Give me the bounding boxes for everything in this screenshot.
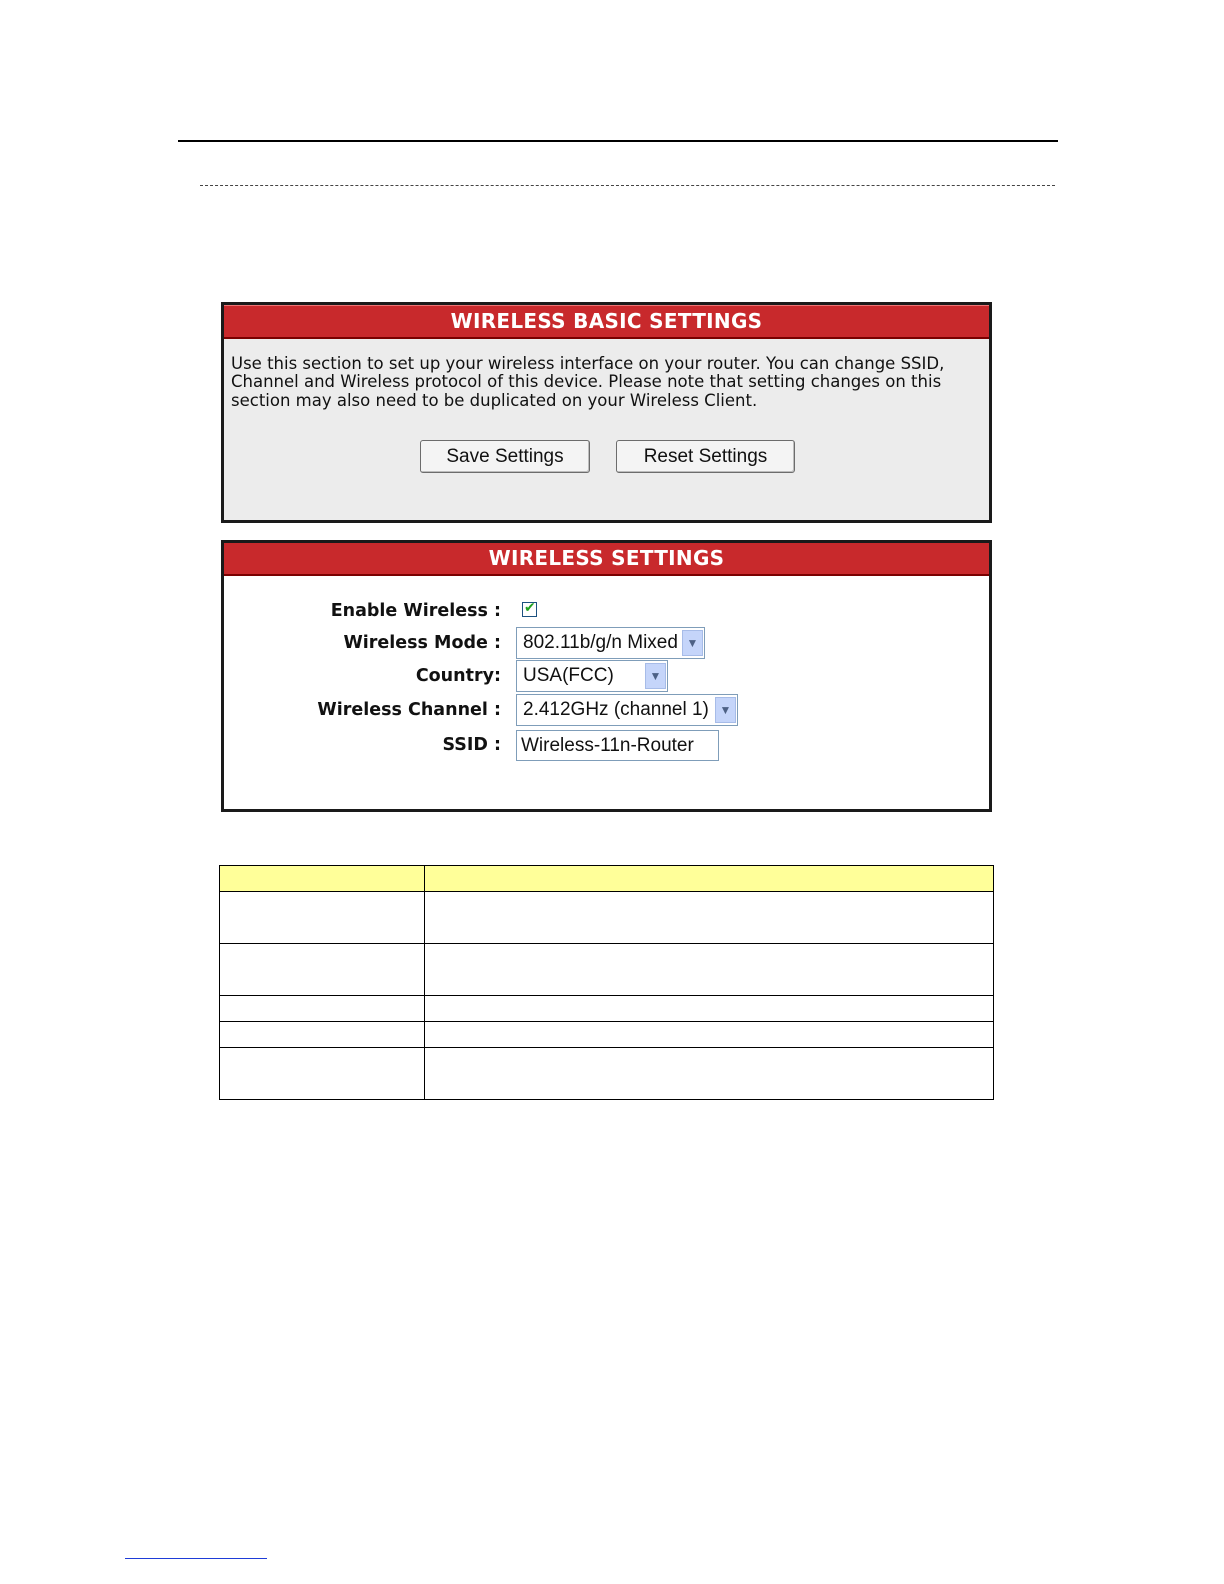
table-cell bbox=[425, 996, 994, 1022]
table-row bbox=[220, 944, 994, 996]
enable-wireless-row bbox=[224, 596, 989, 626]
country-value: USA(FCC) bbox=[523, 665, 614, 686]
country-select[interactable] bbox=[516, 660, 668, 692]
panel-description: Use this section to set up your wireless interface on your router. You can change SSID, Channel and Wireless protocol of this device. Please note that setting changes on this section may also need to be duplicated on your Wireless Client. bbox=[231, 354, 945, 410]
wireless-channel-row bbox=[224, 695, 989, 725]
chevron-down-icon[interactable]: ▼ bbox=[715, 697, 736, 723]
table-cell bbox=[425, 1048, 994, 1100]
chevron-down-icon[interactable]: ▼ bbox=[645, 663, 666, 689]
panel-title: WIRELESS BASIC SETTINGS bbox=[224, 305, 989, 339]
table-row bbox=[220, 892, 994, 944]
wireless-settings-panel bbox=[221, 540, 992, 812]
country-row bbox=[224, 661, 989, 691]
table-row bbox=[220, 1022, 994, 1048]
table-cell bbox=[220, 996, 425, 1022]
top-rule bbox=[178, 140, 1058, 142]
wireless-channel-select[interactable] bbox=[516, 694, 738, 726]
table-cell bbox=[425, 1022, 994, 1048]
ssid-row bbox=[224, 730, 989, 760]
wireless-channel-value: 2.412GHz (channel 1) bbox=[523, 699, 709, 720]
table-cell bbox=[220, 892, 425, 944]
wireless-mode-value: 802.11b/g/n Mixed bbox=[523, 632, 678, 653]
table-cell bbox=[425, 944, 994, 996]
table-header-cell bbox=[425, 866, 994, 892]
save-settings-button[interactable]: Save Settings bbox=[420, 440, 590, 473]
wireless-mode-select[interactable] bbox=[516, 627, 705, 659]
table-header-row bbox=[220, 866, 994, 892]
wireless-mode-row bbox=[224, 628, 989, 658]
table-row bbox=[220, 996, 994, 1022]
panel-title: WIRELESS SETTINGS bbox=[224, 543, 989, 576]
ssid-input[interactable]: Wireless-11n-Router bbox=[516, 730, 719, 761]
enable-wireless-label: Enable Wireless : bbox=[330, 601, 501, 621]
enable-wireless-checkbox[interactable] bbox=[522, 602, 537, 617]
wireless-channel-label: Wireless Channel : bbox=[317, 700, 501, 720]
chevron-down-icon[interactable]: ▼ bbox=[682, 630, 703, 656]
table-row bbox=[220, 1048, 994, 1100]
country-label: Country: bbox=[415, 666, 501, 686]
footnote-rule bbox=[125, 1558, 267, 1559]
table-cell bbox=[220, 1022, 425, 1048]
wireless-mode-label: Wireless Mode : bbox=[343, 633, 501, 653]
dashed-rule bbox=[200, 185, 1055, 186]
wireless-basic-settings-panel bbox=[221, 302, 992, 523]
table-cell bbox=[220, 1048, 425, 1100]
table-cell bbox=[425, 892, 994, 944]
check-icon: ✔ bbox=[524, 600, 536, 616]
reset-settings-button[interactable]: Reset Settings bbox=[616, 440, 795, 473]
table-header-cell bbox=[220, 866, 425, 892]
ssid-label: SSID : bbox=[442, 735, 501, 755]
table-cell bbox=[220, 944, 425, 996]
settings-reference-table bbox=[219, 865, 994, 1100]
